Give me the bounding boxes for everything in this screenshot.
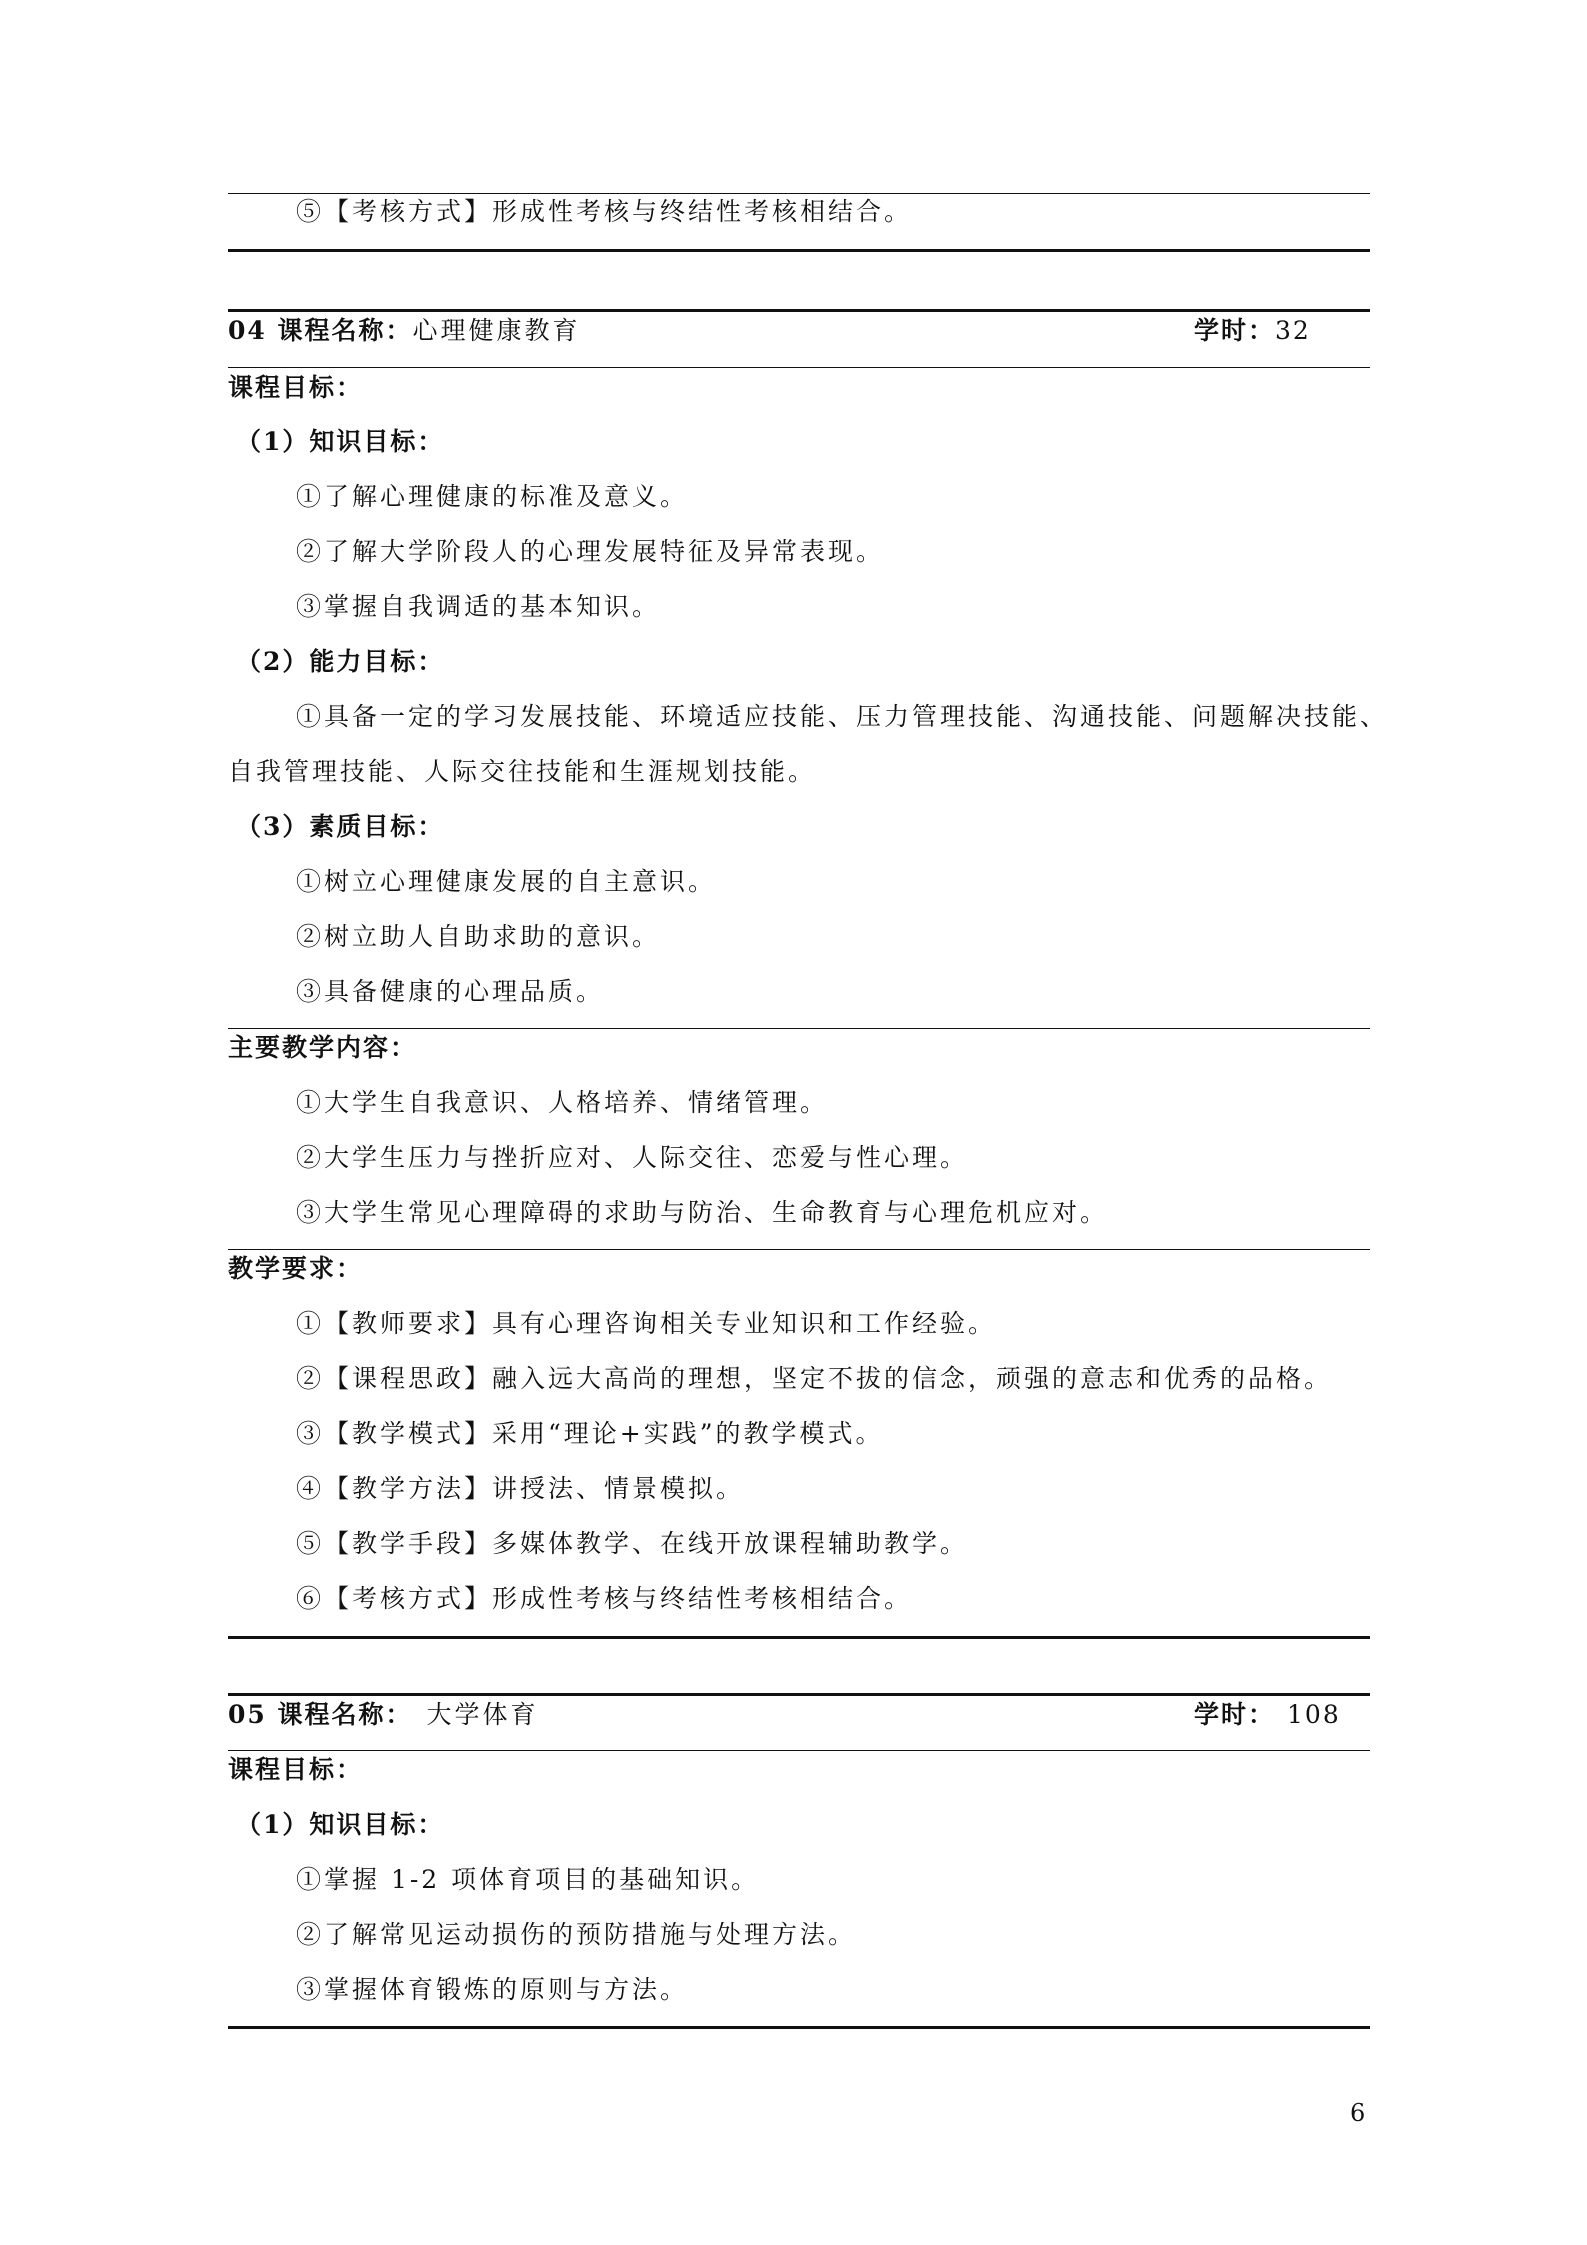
list-item: ③掌握体育锻炼的原则与方法。 [296, 1975, 689, 2004]
course-name: 心理健康教育 [412, 316, 581, 345]
section-start-rule [228, 1693, 1370, 1696]
course-hours [1194, 1698, 1341, 1732]
list-item: ③大学生常见心理障碍的求助与防治、生命教育与心理危机应对。 [296, 1198, 1109, 1227]
list-item: ②树立助人自助求助的意识。 [296, 922, 661, 951]
requirements-heading: 教学要求： [228, 1254, 364, 1283]
course-name-label: 04 课程名称： [228, 316, 413, 345]
list-item: ⑥【考核方式】形成性考核与终结性考核相结合。 [296, 1584, 913, 1613]
list-item: ③【教学模式】采用“理论+实践”的教学模式。 [296, 1419, 884, 1448]
course-name: 大学体育 [426, 1700, 539, 1729]
goals-heading: 课程目标： [228, 373, 364, 402]
course-hours [1194, 314, 1311, 348]
list-item: ①掌握 1-2 项体育项目的基础知识。 [296, 1865, 760, 1894]
list-item: ①【教师要求】具有心理咨询相关专业知识和工作经验。 [296, 1309, 997, 1338]
list-item: ②大学生压力与挫折应对、人际交往、恋爱与性心理。 [296, 1143, 969, 1172]
list-item: ①具备一定的学习发展技能、环境适应技能、压力管理技能、沟通技能、问题解决技能、 [296, 702, 1389, 731]
divider [228, 1750, 1370, 1751]
course-name-label: 05 课程名称： [228, 1700, 413, 1729]
course-title [228, 1698, 539, 1732]
goals-heading: 课程目标： [228, 1755, 364, 1784]
exam-method: ⑤【考核方式】形成性考核与终结性考核相结合。 [296, 197, 913, 226]
list-item: ②了解大学阶段人的心理发展特征及异常表现。 [296, 537, 885, 566]
list-item: ③具备健康的心理品质。 [296, 977, 605, 1006]
list-item: ③掌握自我调适的基本知识。 [296, 592, 661, 621]
list-item: ①树立心理健康发展的自主意识。 [296, 867, 717, 896]
hours-label: 学时： [1194, 1700, 1276, 1729]
knowledge-heading: （1）知识目标： [236, 1810, 445, 1839]
hours-value: 32 [1275, 316, 1311, 345]
divider [228, 1028, 1370, 1029]
list-item: ⑤【教学手段】多媒体教学、在线开放课程辅助教学。 [296, 1529, 969, 1558]
content-heading: 主要教学内容： [228, 1033, 418, 1062]
section-end-rule [228, 2026, 1370, 2029]
divider [228, 367, 1370, 368]
hours-label: 学时： [1194, 316, 1276, 345]
page-number: 6 [1350, 2099, 1366, 2127]
divider [228, 193, 1370, 194]
section-end-rule [228, 1636, 1370, 1639]
quality-heading: （3）素质目标： [236, 812, 445, 841]
section-start-rule [228, 309, 1370, 312]
list-item: ①大学生自我意识、人格培养、情绪管理。 [296, 1088, 829, 1117]
ability-heading: （2）能力目标： [236, 647, 445, 676]
list-item: ④【教学方法】讲授法、情景模拟。 [296, 1474, 745, 1503]
knowledge-heading: （1）知识目标： [236, 427, 445, 456]
section-end-rule [228, 249, 1370, 252]
list-item: ①了解心理健康的标准及意义。 [296, 482, 689, 511]
list-item: ②了解常见运动损伤的预防措施与处理方法。 [296, 1920, 857, 1949]
course-title [228, 314, 581, 348]
list-item: ②【课程思政】融入远大高尚的理想，坚定不拔的信念，顽强的意志和优秀的品格。 [296, 1364, 1333, 1393]
list-item-continuation: 自我管理技能、人际交往技能和生涯规划技能。 [228, 757, 817, 786]
divider [228, 1249, 1370, 1250]
hours-value: 108 [1287, 1700, 1341, 1729]
